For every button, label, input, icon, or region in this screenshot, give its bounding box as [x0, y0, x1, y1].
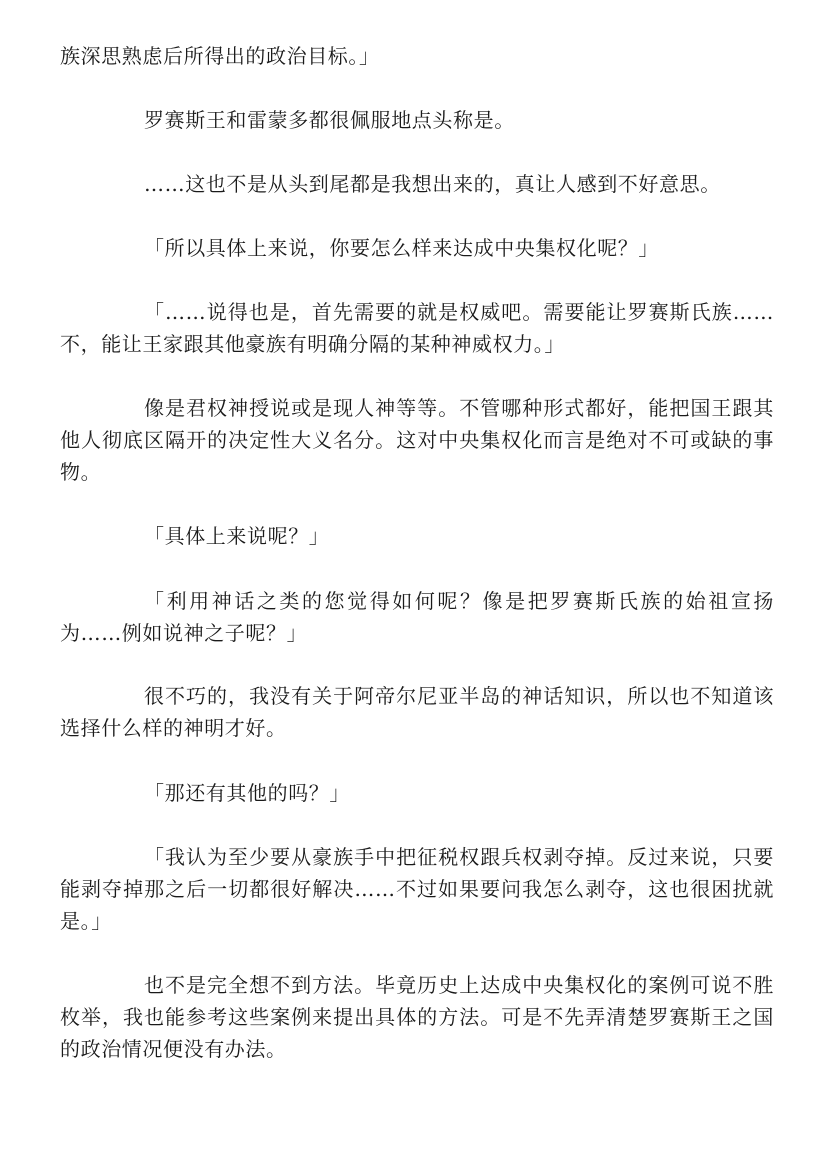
paragraph-1: 族深思熟虑后所得出的政治目标。」: [60, 44, 380, 68]
paragraph-6: 像是君权神授说或是现人神等等。不管哪种形式都好，能把国王跟其他人彻底区隔开的决定性大义名分。这对中央集权化而言是绝对不可或缺的事物。: [60, 396, 774, 484]
paragraph-4: 「所以具体上来说，你要怎么样来达成中央集权化呢？」: [144, 236, 659, 260]
paragraph-2: 罗赛斯王和雷蒙多都很佩服地点头称是。: [144, 108, 515, 132]
paragraph-3: ……这也不是从头到尾都是我想出来的，真让人感到不好意思。: [144, 172, 721, 196]
paragraph-8: 「利用神话之类的您觉得如何呢？像是把罗赛斯氏族的始祖宣扬为……例如说神之子呢？」: [60, 589, 774, 645]
paragraph-12: 也不是完全想不到方法。毕竟历史上达成中央集权化的案例可说不胜枚举，我也能参考这些案例来提出具体的方法。可是不先弄清楚罗赛斯王之国的政治情况便没有办法。: [60, 973, 774, 1061]
paragraph-9: 很不巧的，我没有关于阿帝尔尼亚半岛的神话知识，所以也不知道该选择什么样的神明才好。: [60, 684, 774, 740]
paragraph-5: 「……说得也是，首先需要的就是权威吧。需要能让罗赛斯氏族……不，能让王家跟其他豪族有明确分隔的某种神威权力。」: [60, 300, 774, 356]
paragraph-11: 「我认为至少要从豪族手中把征税权跟兵权剥夺掉。反过来说，只要能剥夺掉那之后一切都很好解决……不过如果要问我怎么剥夺，这也很困扰就是。」: [60, 845, 774, 933]
paragraph-10: 「那还有其他的吗？」: [144, 781, 350, 805]
paragraph-7: 「具体上来说呢？」: [144, 524, 330, 548]
